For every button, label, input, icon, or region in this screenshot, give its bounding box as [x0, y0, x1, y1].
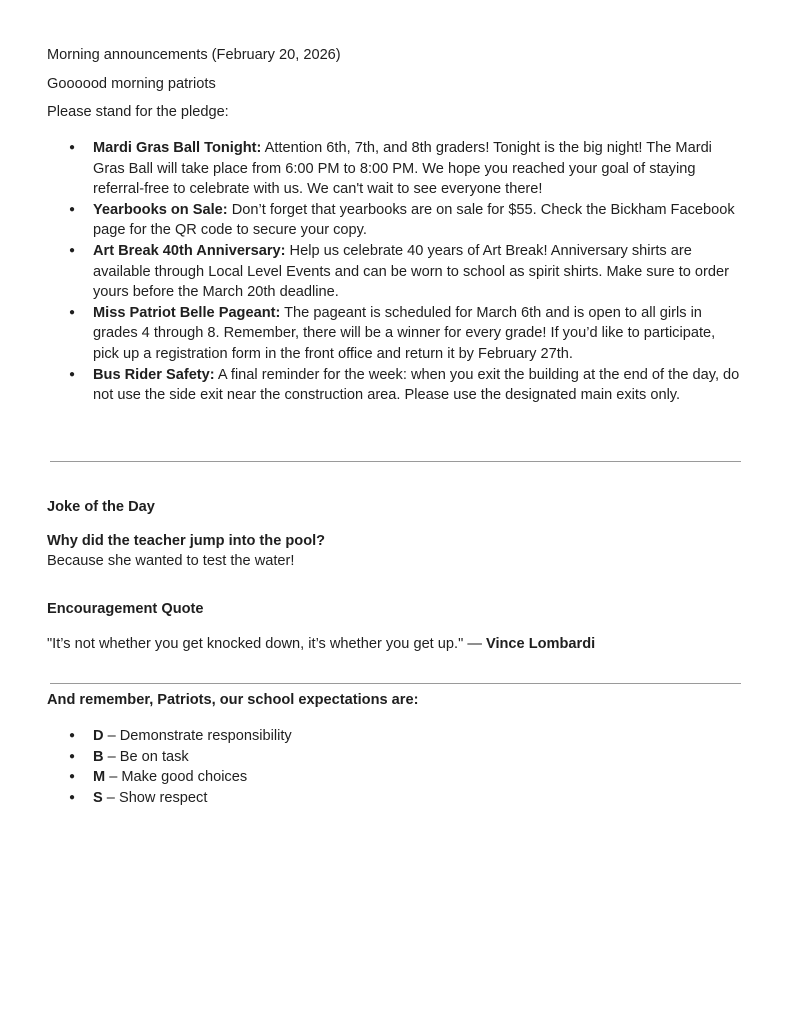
quote-line: [47, 634, 595, 654]
expectation-letter: B: [93, 748, 104, 765]
announcement-text: Attention 6th, 7th, and 8th graders! Tonight is the big night! The Mardi Gras Ball will take place from 6:00 PM to 8:00 PM. We hope you reached your goal of staying referral-free to celebrate with us. We can't wait to see everyone there!: [93, 140, 712, 198]
expectation-letter: M: [93, 769, 106, 786]
announcement-item: [47, 303, 743, 365]
announcement-text: A final reminder for the week: when you exit the building at the end of the day, do not use the side exit near the construction area. Please use the designated main exits only.: [93, 366, 740, 404]
announcement-title: Art Break 40th Anniversary:: [93, 242, 286, 259]
expectation-item: [47, 747, 743, 768]
greeting: Goooood morning patriots: [47, 76, 216, 92]
announcement-title: Bus Rider Safety:: [93, 366, 215, 383]
announcement-title: Miss Patriot Belle Pageant:: [93, 304, 281, 321]
announcement-text: Don’t forget that yearbooks are on sale for $55. Check the Bickham Facebook page for the QR code to secure your copy.: [93, 201, 735, 239]
expectation-item: [47, 726, 743, 747]
announcements-list: [47, 138, 743, 406]
document-title: Morning announcements (February 20, 2026): [47, 47, 341, 63]
expectations-list: [47, 726, 743, 808]
announcement-item: [47, 365, 743, 406]
announcement-item: [47, 200, 743, 241]
quote-text: "It’s not whether you get knocked down, it’s whether you get up." —: [47, 636, 486, 652]
pledge-line: Please stand for the pledge:: [47, 104, 229, 120]
quote-author: Vince Lombardi: [485, 636, 596, 652]
joke-answer: Because she wanted to test the water!: [47, 553, 295, 569]
announcement-title: Mardi Gras Ball Tonight:: [93, 140, 262, 156]
quote-heading: Encouragement Quote: [47, 601, 204, 617]
expectations-heading: And remember, Patriots, our school expectations are:: [47, 692, 419, 708]
expectation-text: – Be on task: [103, 748, 189, 765]
announcement-item: [47, 138, 743, 200]
expectation-text: – Demonstrate responsibility: [103, 728, 292, 744]
announcement-title: Yearbooks on Sale:: [93, 201, 228, 218]
announcement-text: Help us celebrate 40 years of Art Break! Anniversary shirts are available through Local Level Events and can be worn to school as spirit shirts. Make sure to order yours before the March 20th deadline.: [93, 242, 729, 301]
horizontal-divider: [50, 461, 741, 462]
expectation-letter: D: [93, 728, 104, 744]
expectation-text: – Make good choices: [105, 769, 248, 786]
joke-heading: Joke of the Day: [47, 499, 155, 515]
expectation-text: – Show respect: [102, 789, 208, 806]
announcement-text: The pageant is scheduled for March 6th and is open to all girls in grades 4 through 8. Remember, there will be a winner for every grade! If you’d like to participate, pick up a registration form in the front office and return it by February 27th.: [93, 304, 716, 362]
expectation-letter: S: [93, 789, 103, 806]
horizontal-divider: [50, 683, 741, 684]
expectation-item: [47, 788, 743, 809]
joke-question: Why did the teacher jump into the pool?: [47, 533, 326, 549]
announcement-item: [47, 241, 743, 303]
expectation-item: [47, 767, 743, 788]
